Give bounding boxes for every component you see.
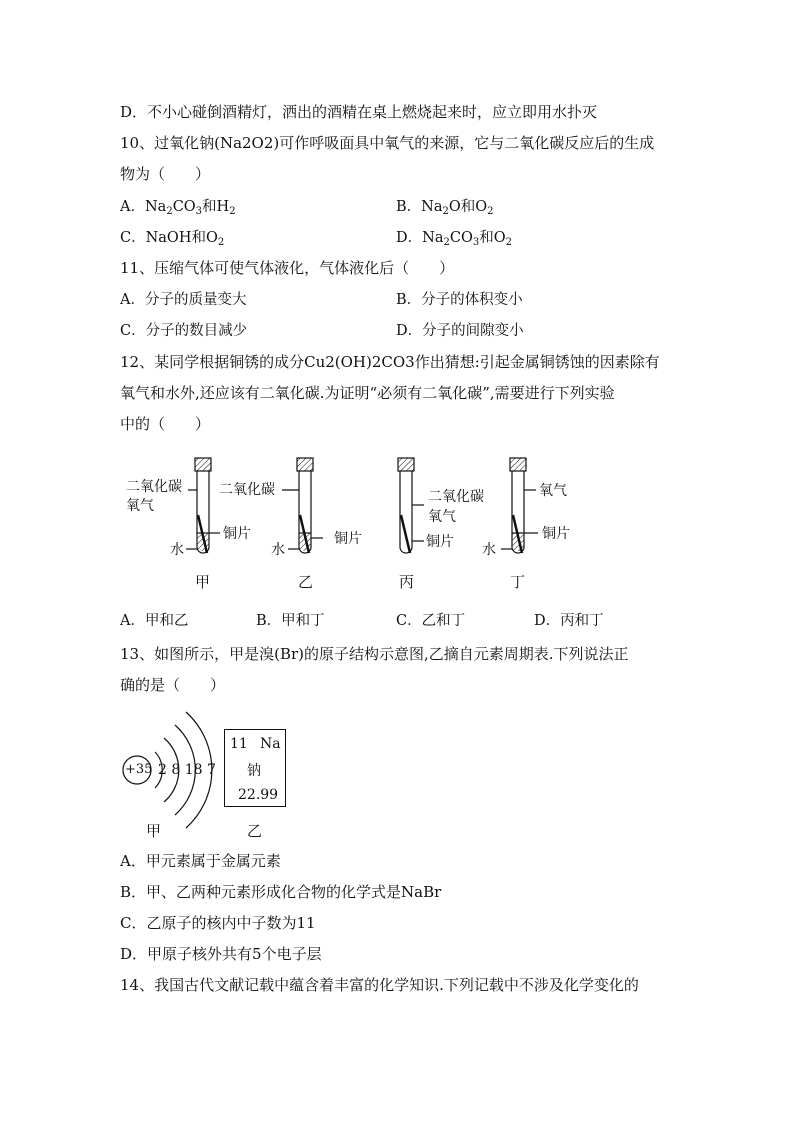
q11-option-a: A．分子的质量变大 bbox=[120, 292, 247, 308]
tube4-water-label: 水 bbox=[482, 542, 496, 558]
q12-option-b: B．甲和丁 bbox=[256, 613, 325, 629]
q13-option-a: A．甲元素属于金属元素 bbox=[120, 852, 281, 870]
tube-bing bbox=[398, 458, 424, 553]
tube3-gas2-label: 氧气 bbox=[428, 509, 456, 525]
tube-ding bbox=[501, 458, 538, 553]
tube2-caption: 乙 bbox=[298, 573, 314, 591]
q13-stem-line1: 13、如图所示，甲是溴(Br)的原子结构示意图,乙摘自元素周期表.下列说法正 bbox=[120, 645, 629, 663]
bromine-nucleus-charge: +35 bbox=[125, 762, 153, 777]
tube2-copper-label: 铜片 bbox=[334, 531, 362, 547]
q12-option-c: C．乙和丁 bbox=[396, 613, 466, 629]
tube3-gas1-label: 二氧化碳 bbox=[428, 489, 484, 505]
q9-option-d: D．不小心碰倒酒精灯，洒出的酒精在桌上燃烧起来时，应立即用水扑灭 bbox=[120, 103, 598, 121]
tube-yi bbox=[282, 458, 323, 553]
atom-caption-jia: 甲 bbox=[146, 822, 162, 840]
tube-jia bbox=[186, 458, 220, 553]
q10-option-c: C．NaOH和$O_2$ bbox=[120, 230, 225, 248]
tube1-copper-label: 铜片 bbox=[223, 526, 251, 542]
q10-option-a: A．$Na_2CO_3$和$H_2$ bbox=[120, 199, 236, 217]
q13-stem-line2: 确的是（ ） bbox=[120, 676, 226, 694]
tube1-water-label: 水 bbox=[170, 542, 184, 558]
q13-option-c: C．乙原子的核内中子数为11 bbox=[120, 914, 316, 932]
tube4-caption: 丁 bbox=[510, 573, 526, 591]
q13-option-d: D．甲原子核外共有5个电子层 bbox=[120, 945, 322, 963]
tube4-copper-label: 铜片 bbox=[542, 526, 570, 542]
element-atomic-mass: 22.99 bbox=[238, 787, 279, 803]
element-name: 钠 bbox=[247, 763, 261, 779]
element-atomic-number: 11 bbox=[230, 736, 248, 752]
tube3-caption: 丙 bbox=[399, 573, 415, 591]
q12-option-d: D．丙和丁 bbox=[534, 613, 604, 629]
tube1-caption: 甲 bbox=[195, 573, 211, 591]
tube1-gas1-label: 二氧化碳 bbox=[126, 479, 182, 495]
q13-option-b: B．甲、乙两种元素形成化合物的化学式是NaBr bbox=[120, 883, 442, 901]
q10-stem-line1: 10、过氧化钠(Na2O2)可作呼吸面具中氧气的来源，它与二氧化碳反应后的生成 bbox=[120, 134, 655, 152]
tube2-gas-label: 二氧化碳 bbox=[219, 482, 275, 498]
q11-option-d: D．分子的间隙变小 bbox=[396, 323, 524, 339]
tube4-gas-label: 氧气 bbox=[539, 483, 567, 499]
periodic-element-box bbox=[224, 729, 286, 807]
q12-stem-line3: 中的（ ） bbox=[120, 415, 211, 433]
bromine-electron-shells: 2 8 18 7 bbox=[158, 762, 216, 778]
tube1-gas2-label: 氧气 bbox=[126, 498, 154, 514]
q11-option-b: B．分子的体积变小 bbox=[396, 292, 523, 308]
tube2-water-label: 水 bbox=[271, 542, 285, 558]
q12-stem-line1: 12、某同学根据铜锈的成分Cu2(OH)2CO3作出猜想:引起金属铜锈蚀的因素除有 bbox=[120, 353, 660, 371]
element-caption-yi: 乙 bbox=[247, 822, 263, 840]
element-symbol: Na bbox=[260, 736, 281, 752]
q10-option-d: D．$Na_2CO_3$和$O_2$ bbox=[396, 230, 512, 248]
q11-stem: 11、压缩气体可使气体液化，气体液化后（ ） bbox=[120, 259, 455, 277]
tube3-copper-label: 铜片 bbox=[426, 534, 454, 550]
q10-option-b: B．$Na_2O$和$O_2$ bbox=[396, 199, 494, 217]
q14-stem-line1: 14、我国古代文献记载中蕴含着丰富的化学知识.下列记载中不涉及化学变化的 bbox=[120, 976, 639, 994]
q10-stem-line2: 物为（ ） bbox=[120, 165, 211, 183]
q12-stem-line2: 氧气和水外,还应该有二氧化碳.为证明“必须有二氧化碳”,需要进行下列实验 bbox=[120, 384, 615, 402]
q12-option-a: A．甲和乙 bbox=[120, 613, 189, 629]
q11-option-c: C．分子的数目减少 bbox=[120, 323, 248, 339]
